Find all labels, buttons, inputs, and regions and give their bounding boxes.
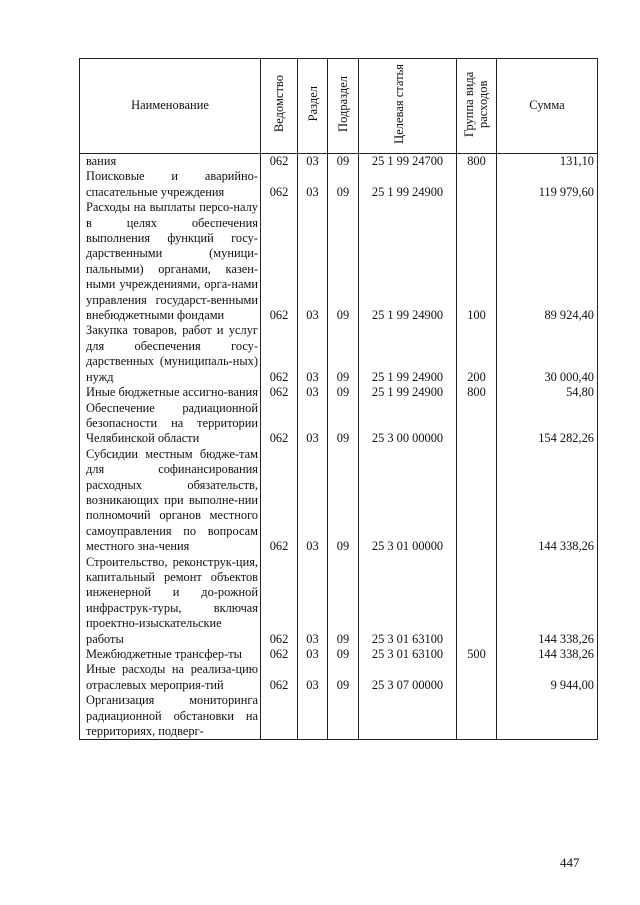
table-row [80, 385, 598, 400]
row-expense-group [457, 662, 497, 693]
row-target-article: 25 3 00 00000 [359, 401, 457, 447]
row-subsection: 09 [328, 154, 359, 170]
row-expense-group: 800 [457, 385, 497, 400]
row-section: 03 [298, 154, 328, 170]
row-target-article: 25 1 99 24900 [359, 200, 457, 323]
row-ministry: 062 [261, 323, 298, 385]
row-section [298, 693, 328, 740]
row-target-article: 25 3 07 00000 [359, 662, 457, 693]
table-row [80, 200, 598, 323]
row-ministry [261, 693, 298, 740]
table-row [80, 647, 598, 662]
budget-table [79, 58, 598, 740]
row-expense-group [457, 447, 497, 555]
row-name: Иные расходы на реализа-цию отраслевых мероприя-тий [80, 662, 261, 693]
row-subsection: 09 [328, 555, 359, 647]
row-ministry: 062 [261, 169, 298, 200]
header-ministry: Ведомство [261, 59, 298, 154]
table-row [80, 154, 598, 170]
row-subsection: 09 [328, 169, 359, 200]
header-section: Раздел [298, 59, 328, 154]
row-amount: 144 338,26 [497, 447, 598, 555]
row-name: Иные бюджетные ассигно-вания [80, 385, 261, 400]
header-name: Наименование [80, 59, 261, 154]
row-ministry: 062 [261, 385, 298, 400]
row-name: Обеспечение радиационной безопасности на территории Челябинской области [80, 401, 261, 447]
row-section: 03 [298, 662, 328, 693]
row-expense-group [457, 693, 497, 740]
table-row [80, 555, 598, 647]
header-expense-group: Группа вида расходов [457, 59, 497, 154]
row-expense-group: 200 [457, 323, 497, 385]
row-name: Закупка товаров, работ и услуг для обеспечения госу-дарственных (муниципаль-ных) нужд [80, 323, 261, 385]
row-section: 03 [298, 323, 328, 385]
row-subsection: 09 [328, 447, 359, 555]
row-amount: 89 924,40 [497, 200, 598, 323]
row-subsection: 09 [328, 385, 359, 400]
row-section: 03 [298, 169, 328, 200]
row-ministry: 062 [261, 154, 298, 170]
row-name: Расходы на выплаты персо-налу в целях обеспечения выполнения функций госу-дарственными (муници-пальными) органами, казен-ными учреждениями, орга-нами управления государст-венными внебюджетными фондами [80, 200, 261, 323]
row-ministry: 062 [261, 555, 298, 647]
row-target-article: 25 1 99 24900 [359, 169, 457, 200]
row-ministry: 062 [261, 662, 298, 693]
row-subsection: 09 [328, 401, 359, 447]
page-number: 447 [560, 855, 580, 870]
row-subsection: 09 [328, 323, 359, 385]
header-target-article: Целевая статья [359, 59, 457, 154]
row-subsection: 09 [328, 662, 359, 693]
row-name: вания [80, 154, 261, 170]
header-amount: Сумма [497, 59, 598, 154]
row-expense-group: 500 [457, 647, 497, 662]
row-target-article: 25 3 01 00000 [359, 447, 457, 555]
row-amount: 144 338,26 [497, 647, 598, 662]
table-row [80, 169, 598, 200]
row-name: Поисковые и аварийно-спасательные учреждения [80, 169, 261, 200]
row-amount: 30 000,40 [497, 323, 598, 385]
row-amount: 119 979,60 [497, 169, 598, 200]
row-section: 03 [298, 401, 328, 447]
row-ministry: 062 [261, 447, 298, 555]
row-section: 03 [298, 385, 328, 400]
row-target-article: 25 1 99 24700 [359, 154, 457, 170]
row-ministry: 062 [261, 200, 298, 323]
table-header-row [80, 59, 598, 154]
row-target-article: 25 1 99 24900 [359, 385, 457, 400]
row-subsection [328, 693, 359, 740]
row-name: Строительство, реконструк-ция, капитальный ремонт объектов инженерной и до-рожной инфраструк-туры, включая проектно-изыскательские работы [80, 555, 261, 647]
row-subsection: 09 [328, 200, 359, 323]
row-target-article [359, 693, 457, 740]
row-name: Субсидии местным бюдже-там для софинансирования расходных обязательств, возникающих при выполне-нии полномочий органов местного самоуправления по вопросам местного зна-чения [80, 447, 261, 555]
header-subsection: Подраздел [328, 59, 359, 154]
row-ministry: 062 [261, 401, 298, 447]
row-target-article: 25 3 01 63100 [359, 555, 457, 647]
row-expense-group [457, 401, 497, 447]
row-expense-group [457, 555, 497, 647]
row-amount: 144 338,26 [497, 555, 598, 647]
table-row [80, 401, 598, 447]
row-section: 03 [298, 555, 328, 647]
table-row [80, 693, 598, 740]
row-amount: 54,80 [497, 385, 598, 400]
table-row [80, 662, 598, 693]
table-row [80, 323, 598, 385]
row-amount: 131,10 [497, 154, 598, 170]
row-amount: 9 944,00 [497, 662, 598, 693]
row-expense-group: 800 [457, 154, 497, 170]
row-section: 03 [298, 447, 328, 555]
table-row [80, 447, 598, 555]
row-section: 03 [298, 647, 328, 662]
row-amount [497, 693, 598, 740]
row-target-article: 25 3 01 63100 [359, 647, 457, 662]
row-ministry: 062 [261, 647, 298, 662]
row-expense-group: 100 [457, 200, 497, 323]
row-name: Организация мониторинга радиационной обстановки на территориях, подверг- [80, 693, 261, 740]
row-amount: 154 282,26 [497, 401, 598, 447]
row-name: Межбюджетные трансфер-ты [80, 647, 261, 662]
row-subsection: 09 [328, 647, 359, 662]
row-expense-group [457, 169, 497, 200]
row-section: 03 [298, 200, 328, 323]
row-target-article: 25 1 99 24900 [359, 323, 457, 385]
